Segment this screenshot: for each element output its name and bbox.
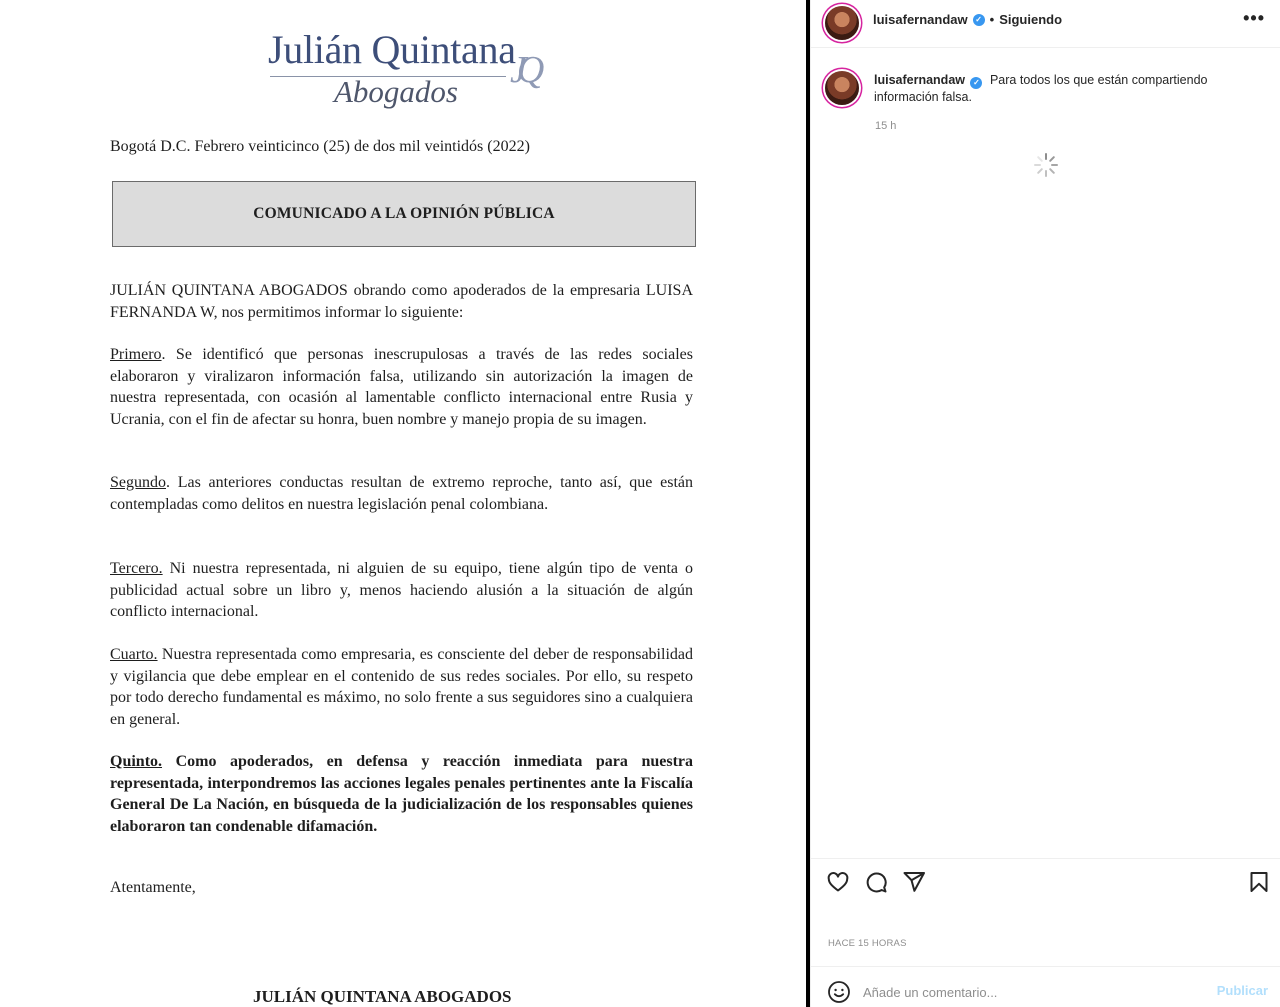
header-user-line xyxy=(873,12,1062,27)
emoji-icon[interactable] xyxy=(827,980,851,1004)
loading-spinner-icon xyxy=(1033,152,1059,178)
intro-paragraph: JULIÁN QUINTANA ABOGADOS obrando como apoderados de la empresaria LUISA FERNANDA W, nos permitimos informar lo siguiente: xyxy=(110,282,693,321)
verified-badge-icon: ✓ xyxy=(973,14,985,26)
point-lead: Segundo xyxy=(110,474,166,491)
point-paragraph xyxy=(110,344,693,430)
post-side-panel xyxy=(810,0,1280,1007)
bookmark-icon[interactable] xyxy=(1247,870,1271,894)
point-text: Nuestra representada como empresaria, es consciente del deber de responsabilidad y vigilancia que debe emplear en el contenido de sus redes sociales. Por ello, su respeto por todo derecho fundamental es máximo, no solo frente a sus seguidores sino a cualquiera en general. xyxy=(110,646,693,728)
avatar[interactable] xyxy=(825,6,859,40)
caption-username[interactable]: luisafernandaw xyxy=(874,73,965,87)
point-lead: Cuarto. xyxy=(110,646,158,663)
point-paragraph xyxy=(110,558,693,623)
point-paragraph xyxy=(110,472,693,515)
publish-button[interactable]: Publicar xyxy=(1216,983,1268,998)
logo-subtitle: Abogados xyxy=(334,74,458,109)
caption-avatar[interactable] xyxy=(825,71,859,105)
actions-divider xyxy=(811,858,1280,859)
point-lead: Tercero. xyxy=(110,560,163,577)
post-header xyxy=(811,0,1280,48)
heart-icon[interactable] xyxy=(826,870,850,894)
verified-badge-icon: ✓ xyxy=(970,77,982,89)
comment-input[interactable] xyxy=(863,981,1203,1003)
post-timestamp[interactable]: HACE 15 HORAS xyxy=(828,938,907,949)
point-text: Como apoderados, en defensa y reacción inmediata para nuestra representada, interpondremos las acciones legales penales pertinentes ante la Fiscalía General De La Nación, en búsqueda de la judicialización de los responsables quienes elaboraron tan condenable difamación. xyxy=(110,753,693,835)
send-icon[interactable] xyxy=(902,870,926,894)
point-text: . Se identificó que personas inescrupulosas a través de las redes sociales elaboraron y viralizaron información falsa, utilizando sin autorización la imagen de nuestra representada, con ocasión al lamentable conflicto internacional entre Rusia y Ucrania, con el fin de afectar su honra, buen nombre y manejo propia de su imagen. xyxy=(110,346,693,428)
point-paragraph xyxy=(110,644,693,730)
caption-text: Para todos los que están compartiendo información falsa. xyxy=(874,73,1208,104)
law-firm-logo xyxy=(268,26,568,116)
separator-dot: • xyxy=(989,12,995,27)
point-text: . Las anteriores conductas resultan de extremo reproche, tanto así, que están contempladas como delitos en nuestra legislación penal colombiana. xyxy=(110,474,693,513)
post-caption xyxy=(874,72,1224,106)
comment-bar xyxy=(811,966,1280,1007)
point-text: Ni nuestra representada, ni alguien de su equipo, tiene algún tipo de venta o publicidad actual sobre un libro y, menos haciendo alusión a la situación de algún conflicto internacional. xyxy=(110,560,693,620)
logo-name: Julián Quintana xyxy=(268,27,516,72)
document-title: COMUNICADO A LA OPINIÓN PÚBLICA xyxy=(253,205,555,222)
more-options-icon[interactable]: ••• xyxy=(1243,8,1265,28)
point-lead: Primero xyxy=(110,346,162,363)
caption-time: 15 h xyxy=(875,120,897,132)
logo-monogram: JQ xyxy=(510,49,535,91)
header-username[interactable]: luisafernandaw xyxy=(873,12,968,27)
comment-icon[interactable] xyxy=(864,870,888,894)
following-button[interactable]: Siguiendo xyxy=(999,12,1063,27)
document-title-box xyxy=(112,181,696,247)
point-lead: Quinto. xyxy=(110,753,163,770)
firm-signature-text: JULIÁN QUINTANA ABOGADOS xyxy=(253,987,512,1006)
document-date: Bogotá D.C. Febrero veinticinco (25) de dos mil veintidós (2022) xyxy=(110,138,530,155)
signoff: Atentamente, xyxy=(110,879,196,896)
point-paragraph xyxy=(110,751,693,837)
